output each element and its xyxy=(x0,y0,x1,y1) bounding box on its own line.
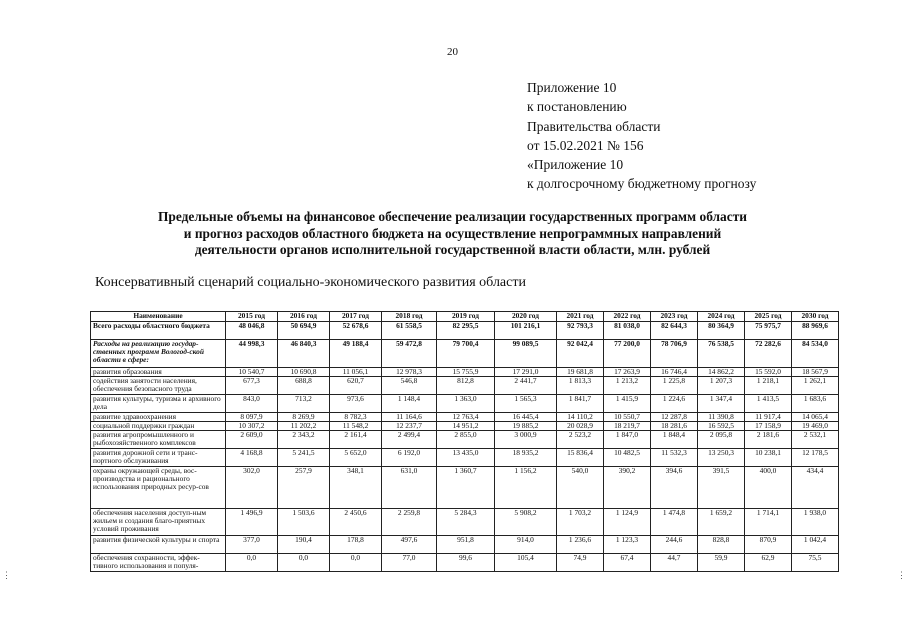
value-cell: 14 065,4 xyxy=(792,413,839,422)
value-cell: 11 390,8 xyxy=(698,413,745,422)
budget-table xyxy=(90,311,839,572)
value-cell: 1 360,7 xyxy=(437,467,495,509)
table-row xyxy=(91,509,839,536)
value-cell: 67,4 xyxy=(604,554,651,572)
value-cell: 1 841,7 xyxy=(557,395,604,413)
column-header-year: 2021 год xyxy=(557,312,604,322)
title-line: и прогноз расходов областного бюджета на осуществление непрограммных направлений xyxy=(183,225,722,241)
value-cell: 77 200,0 xyxy=(604,340,651,368)
column-header-year: 2020 год xyxy=(495,312,557,322)
column-header-year: 2030 год xyxy=(792,312,839,322)
value-cell: 59 472,8 xyxy=(382,340,437,368)
table-row xyxy=(91,467,839,509)
value-cell: 1 363,0 xyxy=(437,395,495,413)
value-cell: 390,2 xyxy=(604,467,651,509)
value-cell: 1 224,6 xyxy=(651,395,698,413)
column-header-year: 2018 год xyxy=(382,312,437,322)
value-cell: 19 885,2 xyxy=(495,422,557,431)
title-line: Предельные объемы на финансовое обеспечение реализации государственных программ области xyxy=(157,209,747,224)
value-cell: 13 250,3 xyxy=(698,449,745,467)
value-cell: 10 482,5 xyxy=(604,449,651,467)
value-cell: 540,0 xyxy=(557,467,604,509)
value-cell: 1 213,2 xyxy=(604,377,651,395)
value-cell: 497,6 xyxy=(382,536,437,554)
value-cell: 377,0 xyxy=(226,536,278,554)
value-cell: 46 840,3 xyxy=(278,340,330,368)
table-row xyxy=(91,395,839,413)
value-cell: 5 241,5 xyxy=(278,449,330,467)
value-cell: 62,9 xyxy=(745,554,792,572)
column-header-year: 2024 год xyxy=(698,312,745,322)
value-cell: 1 207,3 xyxy=(698,377,745,395)
value-cell: 546,8 xyxy=(382,377,437,395)
value-cell: 77,0 xyxy=(382,554,437,572)
appendix-line: к долгосрочному бюджетному прогнозу xyxy=(527,176,757,192)
value-cell: 19 681,8 xyxy=(557,368,604,377)
value-cell: 0,0 xyxy=(226,554,278,572)
appendix-line: от 15.02.2021 № 156 xyxy=(527,137,644,153)
row-name-cell: развития физической культуры и спорта xyxy=(91,536,226,554)
value-cell: 0,0 xyxy=(278,554,330,572)
column-header-year: 2017 год xyxy=(330,312,382,322)
value-cell: 1 848,4 xyxy=(651,431,698,449)
value-cell: 75 975,7 xyxy=(745,322,792,340)
row-name-cell: Всего расходы областного бюджета xyxy=(91,322,226,340)
value-cell: 11 917,4 xyxy=(745,413,792,422)
value-cell: 1 413,5 xyxy=(745,395,792,413)
value-cell: 6 192,0 xyxy=(382,449,437,467)
document-title xyxy=(60,209,845,259)
table-row xyxy=(91,431,839,449)
value-cell: 82 295,5 xyxy=(437,322,495,340)
value-cell: 1 156,2 xyxy=(495,467,557,509)
value-cell: 92 042,4 xyxy=(557,340,604,368)
value-cell: 14 110,2 xyxy=(557,413,604,422)
value-cell: 18 935,2 xyxy=(495,449,557,467)
value-cell: 2 855,0 xyxy=(437,431,495,449)
value-cell: 17 158,9 xyxy=(745,422,792,431)
value-cell: 101 216,1 xyxy=(495,322,557,340)
value-cell: 11 164,6 xyxy=(382,413,437,422)
value-cell: 1 236,6 xyxy=(557,536,604,554)
value-cell: 72 282,6 xyxy=(745,340,792,368)
value-cell: 1 042,4 xyxy=(792,536,839,554)
value-cell: 1 659,2 xyxy=(698,509,745,536)
value-cell: 1 347,4 xyxy=(698,395,745,413)
appendix-line: Приложение 10 xyxy=(527,80,617,95)
value-cell: 914,0 xyxy=(495,536,557,554)
value-cell: 48 046,8 xyxy=(226,322,278,340)
value-cell: 2 259,8 xyxy=(382,509,437,536)
value-cell: 11 548,2 xyxy=(330,422,382,431)
row-name-cell: социальной поддержки граждан xyxy=(91,422,226,431)
value-cell: 5 908,2 xyxy=(495,509,557,536)
row-name-cell: обеспечения сохранности, эффек-тивного использования и популя- xyxy=(91,554,226,572)
value-cell: 50 694,9 xyxy=(278,322,330,340)
table-row xyxy=(91,322,839,340)
table-row xyxy=(91,377,839,395)
value-cell: 15 836,4 xyxy=(557,449,604,467)
value-cell: 12 763,4 xyxy=(437,413,495,422)
value-cell: 13 435,0 xyxy=(437,449,495,467)
value-cell: 14 951,2 xyxy=(437,422,495,431)
value-cell: 688,8 xyxy=(278,377,330,395)
value-cell: 84 534,0 xyxy=(792,340,839,368)
value-cell: 178,8 xyxy=(330,536,382,554)
value-cell: 434,4 xyxy=(792,467,839,509)
row-name-cell: развития агропромышленного и рыбохозяйственного комплексов xyxy=(91,431,226,449)
value-cell: 80 364,9 xyxy=(698,322,745,340)
value-cell: 10 238,1 xyxy=(745,449,792,467)
value-cell: 1 813,3 xyxy=(557,377,604,395)
value-cell: 951,8 xyxy=(437,536,495,554)
value-cell: 812,8 xyxy=(437,377,495,395)
value-cell: 1 503,6 xyxy=(278,509,330,536)
value-cell: 244,6 xyxy=(651,536,698,554)
value-cell: 12 978,3 xyxy=(382,368,437,377)
value-cell: 2 095,8 xyxy=(698,431,745,449)
table-header-row xyxy=(91,312,839,322)
value-cell: 400,0 xyxy=(745,467,792,509)
value-cell: 99 089,5 xyxy=(495,340,557,368)
value-cell: 2 499,4 xyxy=(382,431,437,449)
table-row xyxy=(91,536,839,554)
value-cell: 391,5 xyxy=(698,467,745,509)
value-cell: 81 038,0 xyxy=(604,322,651,340)
value-cell: 2 450,6 xyxy=(330,509,382,536)
value-cell: 8 097,9 xyxy=(226,413,278,422)
value-cell: 11 532,3 xyxy=(651,449,698,467)
value-cell: 12 178,5 xyxy=(792,449,839,467)
value-cell: 190,4 xyxy=(278,536,330,554)
scan-edge-mark: ⋮ xyxy=(2,570,11,580)
value-cell: 677,3 xyxy=(226,377,278,395)
value-cell: 82 644,3 xyxy=(651,322,698,340)
value-cell: 79 700,4 xyxy=(437,340,495,368)
value-cell: 1 218,1 xyxy=(745,377,792,395)
appendix-line: «Приложение 10 xyxy=(527,157,624,173)
value-cell: 1 124,9 xyxy=(604,509,651,536)
row-name-cell: развития образования xyxy=(91,368,226,377)
value-cell: 5 652,0 xyxy=(330,449,382,467)
value-cell: 18 219,7 xyxy=(604,422,651,431)
row-name-cell: развития дорожной сети и транс-портного обслуживания xyxy=(91,449,226,467)
column-header-year: 2019 год xyxy=(437,312,495,322)
value-cell: 11 056,1 xyxy=(330,368,382,377)
table-row xyxy=(91,340,839,368)
value-cell: 18 281,6 xyxy=(651,422,698,431)
value-cell: 1 262,1 xyxy=(792,377,839,395)
value-cell: 16 445,4 xyxy=(495,413,557,422)
scenario-heading: Консервативный сценарий социально-экономического развития области xyxy=(95,275,526,290)
value-cell: 76 538,5 xyxy=(698,340,745,368)
value-cell: 10 540,7 xyxy=(226,368,278,377)
value-cell: 61 558,5 xyxy=(382,322,437,340)
value-cell: 2 609,0 xyxy=(226,431,278,449)
value-cell: 2 441,7 xyxy=(495,377,557,395)
value-cell: 49 188,4 xyxy=(330,340,382,368)
value-cell: 1 847,0 xyxy=(604,431,651,449)
value-cell: 11 202,2 xyxy=(278,422,330,431)
value-cell: 18 567,9 xyxy=(792,368,839,377)
value-cell: 1 148,4 xyxy=(382,395,437,413)
value-cell: 14 862,2 xyxy=(698,368,745,377)
value-cell: 78 706,9 xyxy=(651,340,698,368)
value-cell: 348,1 xyxy=(330,467,382,509)
table-body xyxy=(91,322,839,572)
value-cell: 713,2 xyxy=(278,395,330,413)
value-cell: 44 998,3 xyxy=(226,340,278,368)
column-header-year: 2016 год xyxy=(278,312,330,322)
value-cell: 2 523,2 xyxy=(557,431,604,449)
value-cell: 74,9 xyxy=(557,554,604,572)
value-cell: 44,7 xyxy=(651,554,698,572)
table-row xyxy=(91,449,839,467)
value-cell: 10 307,2 xyxy=(226,422,278,431)
value-cell: 10 690,8 xyxy=(278,368,330,377)
column-header-year: 2015 год xyxy=(226,312,278,322)
row-name-cell: Расходы на реализацию государ-ственных программ Вологод-ской области в сфере: xyxy=(91,340,226,368)
value-cell: 17 263,9 xyxy=(604,368,651,377)
value-cell: 8 269,9 xyxy=(278,413,330,422)
value-cell: 4 168,8 xyxy=(226,449,278,467)
value-cell: 2 181,6 xyxy=(745,431,792,449)
row-name-cell: обеспечения населения доступ-ным жильем и создания благо-приятных условий проживания xyxy=(91,509,226,536)
value-cell: 15 592,0 xyxy=(745,368,792,377)
value-cell: 1 565,3 xyxy=(495,395,557,413)
value-cell: 8 782,3 xyxy=(330,413,382,422)
value-cell: 973,6 xyxy=(330,395,382,413)
value-cell: 52 678,6 xyxy=(330,322,382,340)
value-cell: 92 793,3 xyxy=(557,322,604,340)
value-cell: 1 496,9 xyxy=(226,509,278,536)
scan-edge-mark: ⋮ xyxy=(897,570,906,580)
value-cell: 3 000,9 xyxy=(495,431,557,449)
value-cell: 15 755,9 xyxy=(437,368,495,377)
value-cell: 99,6 xyxy=(437,554,495,572)
value-cell: 5 284,3 xyxy=(437,509,495,536)
column-header-name: Наименование xyxy=(91,312,226,322)
value-cell: 1 123,3 xyxy=(604,536,651,554)
value-cell: 620,7 xyxy=(330,377,382,395)
value-cell: 2 343,2 xyxy=(278,431,330,449)
value-cell: 0,0 xyxy=(330,554,382,572)
value-cell: 19 469,0 xyxy=(792,422,839,431)
value-cell: 1 938,0 xyxy=(792,509,839,536)
page-number: 20 xyxy=(447,46,458,58)
value-cell: 257,9 xyxy=(278,467,330,509)
value-cell: 105,4 xyxy=(495,554,557,572)
value-cell: 17 291,0 xyxy=(495,368,557,377)
row-name-cell: содействия занятости населения, обеспечения безопасного труда xyxy=(91,377,226,395)
value-cell: 631,0 xyxy=(382,467,437,509)
value-cell: 16 592,5 xyxy=(698,422,745,431)
value-cell: 75,5 xyxy=(792,554,839,572)
value-cell: 59,9 xyxy=(698,554,745,572)
title-line: деятельности органов исполнительной государственной власти области, млн. рублей xyxy=(194,242,711,257)
column-header-year: 2023 год xyxy=(651,312,698,322)
appendix-block xyxy=(527,78,756,194)
value-cell: 394,6 xyxy=(651,467,698,509)
value-cell: 88 969,6 xyxy=(792,322,839,340)
appendix-line: к постановлению xyxy=(527,99,627,115)
value-cell: 1 415,9 xyxy=(604,395,651,413)
row-name-cell: охраны окружающей среды, вос-производства и рационального использования природных ресур-сов xyxy=(91,467,226,509)
value-cell: 843,0 xyxy=(226,395,278,413)
value-cell: 20 028,9 xyxy=(557,422,604,431)
value-cell: 828,8 xyxy=(698,536,745,554)
table-row xyxy=(91,554,839,572)
value-cell: 10 550,7 xyxy=(604,413,651,422)
value-cell: 1 714,1 xyxy=(745,509,792,536)
value-cell: 1 683,6 xyxy=(792,395,839,413)
value-cell: 302,0 xyxy=(226,467,278,509)
value-cell: 16 746,4 xyxy=(651,368,698,377)
value-cell: 1 225,8 xyxy=(651,377,698,395)
value-cell: 12 237,7 xyxy=(382,422,437,431)
value-cell: 2 532,1 xyxy=(792,431,839,449)
row-name-cell: развития культуры, туризма и архивного дела xyxy=(91,395,226,413)
column-header-year: 2022 год xyxy=(604,312,651,322)
value-cell: 1 703,2 xyxy=(557,509,604,536)
value-cell: 12 287,8 xyxy=(651,413,698,422)
row-name-cell: развитие здравоохранения xyxy=(91,413,226,422)
value-cell: 2 161,4 xyxy=(330,431,382,449)
column-header-year: 2025 год xyxy=(745,312,792,322)
appendix-line: Правительства области xyxy=(527,118,661,134)
value-cell: 870,9 xyxy=(745,536,792,554)
value-cell: 1 474,8 xyxy=(651,509,698,536)
